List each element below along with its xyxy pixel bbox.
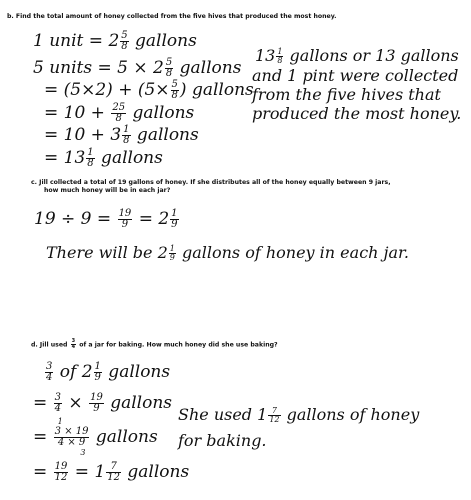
answer-b-line-3: from the five hives that: [252, 85, 441, 104]
answer-b-line-4: produced the most honey.: [252, 104, 462, 123]
answer-b-line-1: 13 $\frac{1}{8}$ gallons or 13 gallons: [255, 46, 459, 65]
work-b-line-6: = 13 $\frac{1}{8}$ gallons: [44, 147, 163, 169]
answer-b-line-2: and 1 pint were collected: [252, 66, 459, 85]
question-d: d. Jill used $\frac{3}{4}$ of a jar for baking. How much honey did she use baking?: [31, 338, 278, 350]
work-d-line-2: = $\frac{3}{4}$ × $\frac{19}{9}$ gallons: [33, 392, 173, 414]
question-c: [31, 179, 391, 195]
question-c-line-2: how much honey will be in each jar?: [44, 187, 171, 194]
work-d-line-1: $\frac{3}{4}$ of 2 $\frac{1}{9}$ gallons: [46, 361, 171, 383]
cancel-bottom-mark: 3: [80, 448, 86, 457]
work-d-line-3: = 1 3 × 19 4 × 9 3 gallons: [33, 417, 158, 457]
question-c-line-1: c. Jill collected a total of 19 gallons of honey. If she distributes all of the honey equally between 9 jars,: [31, 179, 391, 186]
work-c: 19 ÷ 9 = $\frac{19}{9}$ = 2 $\frac{1}{9}$: [34, 208, 178, 230]
work-d-line-4: = $\frac{19}{12}$ = 1 $\frac{7}{12}$ gallons: [33, 461, 190, 483]
answer-c: There will be 2 $\frac{1}{9}$ gallons of honey in each jar.: [46, 243, 410, 262]
work-b-line-2: 5 units = 5 × 2 $\frac{5}{8}$ gallons: [33, 57, 242, 79]
work-b-line-3: = (5×2) + (5× $\frac{5}{8}$ ) gallons: [44, 79, 254, 101]
answer-d-line-1: She used 1 $\frac{7}{12}$ gallons of honey: [178, 405, 420, 424]
answer-d-line-2: for baking.: [178, 431, 267, 450]
cancel-top-mark: 1: [57, 417, 63, 426]
work-b-line-1: 1 unit = 2 $\frac{5}{8}$ gallons: [33, 30, 197, 52]
question-b: b. Find the total amount of honey collected from the five hives that produced the most honey.: [7, 13, 337, 20]
work-b-line-4: = 10 + $\frac{25}{8}$ gallons: [44, 102, 195, 124]
work-b-line-5: = 10 + 3 $\frac{1}{8}$ gallons: [44, 124, 199, 146]
